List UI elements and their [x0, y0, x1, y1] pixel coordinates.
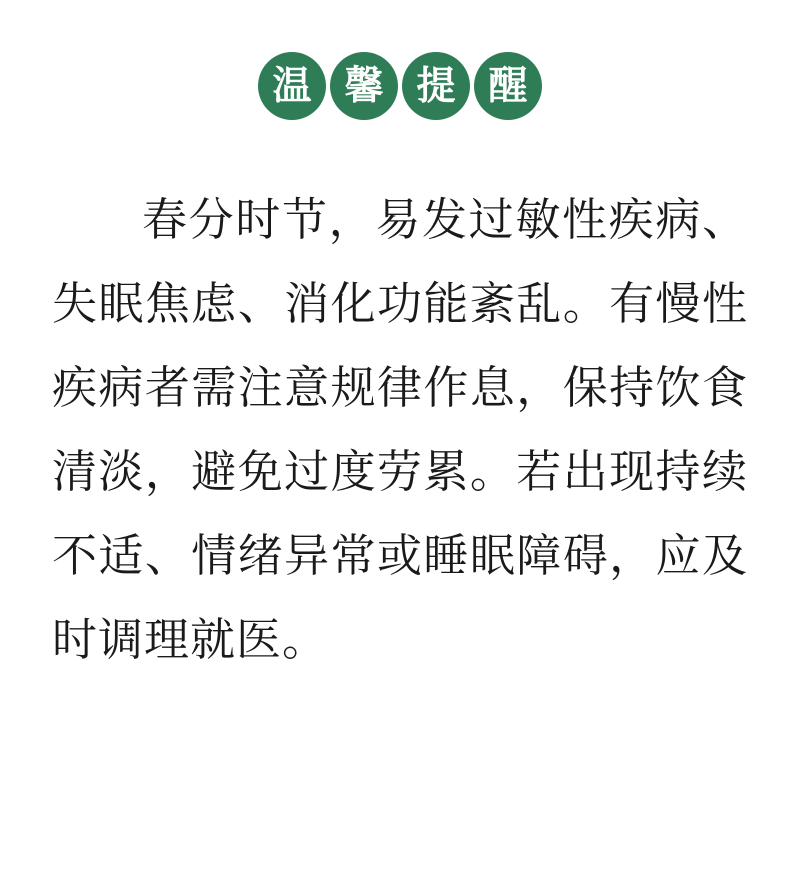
heading-badge-char-2: 馨 — [330, 52, 398, 120]
reminder-paragraph: 春分时节，易发过敏性疾病、失眠焦虑、消化功能紊乱。有慢性疾病者需注意规律作息，保持饮食清淡，避免过度劳累。若出现持续不适、情绪异常或睡眠障碍，应及时调理就医。 — [52, 193, 748, 666]
heading-badge-row — [0, 0, 800, 120]
heading-badge-char-3: 提 — [402, 52, 470, 120]
heading-badge-char-1: 温 — [258, 52, 326, 120]
heading-badge-char-4: 醒 — [474, 52, 542, 120]
body-block — [0, 120, 800, 682]
